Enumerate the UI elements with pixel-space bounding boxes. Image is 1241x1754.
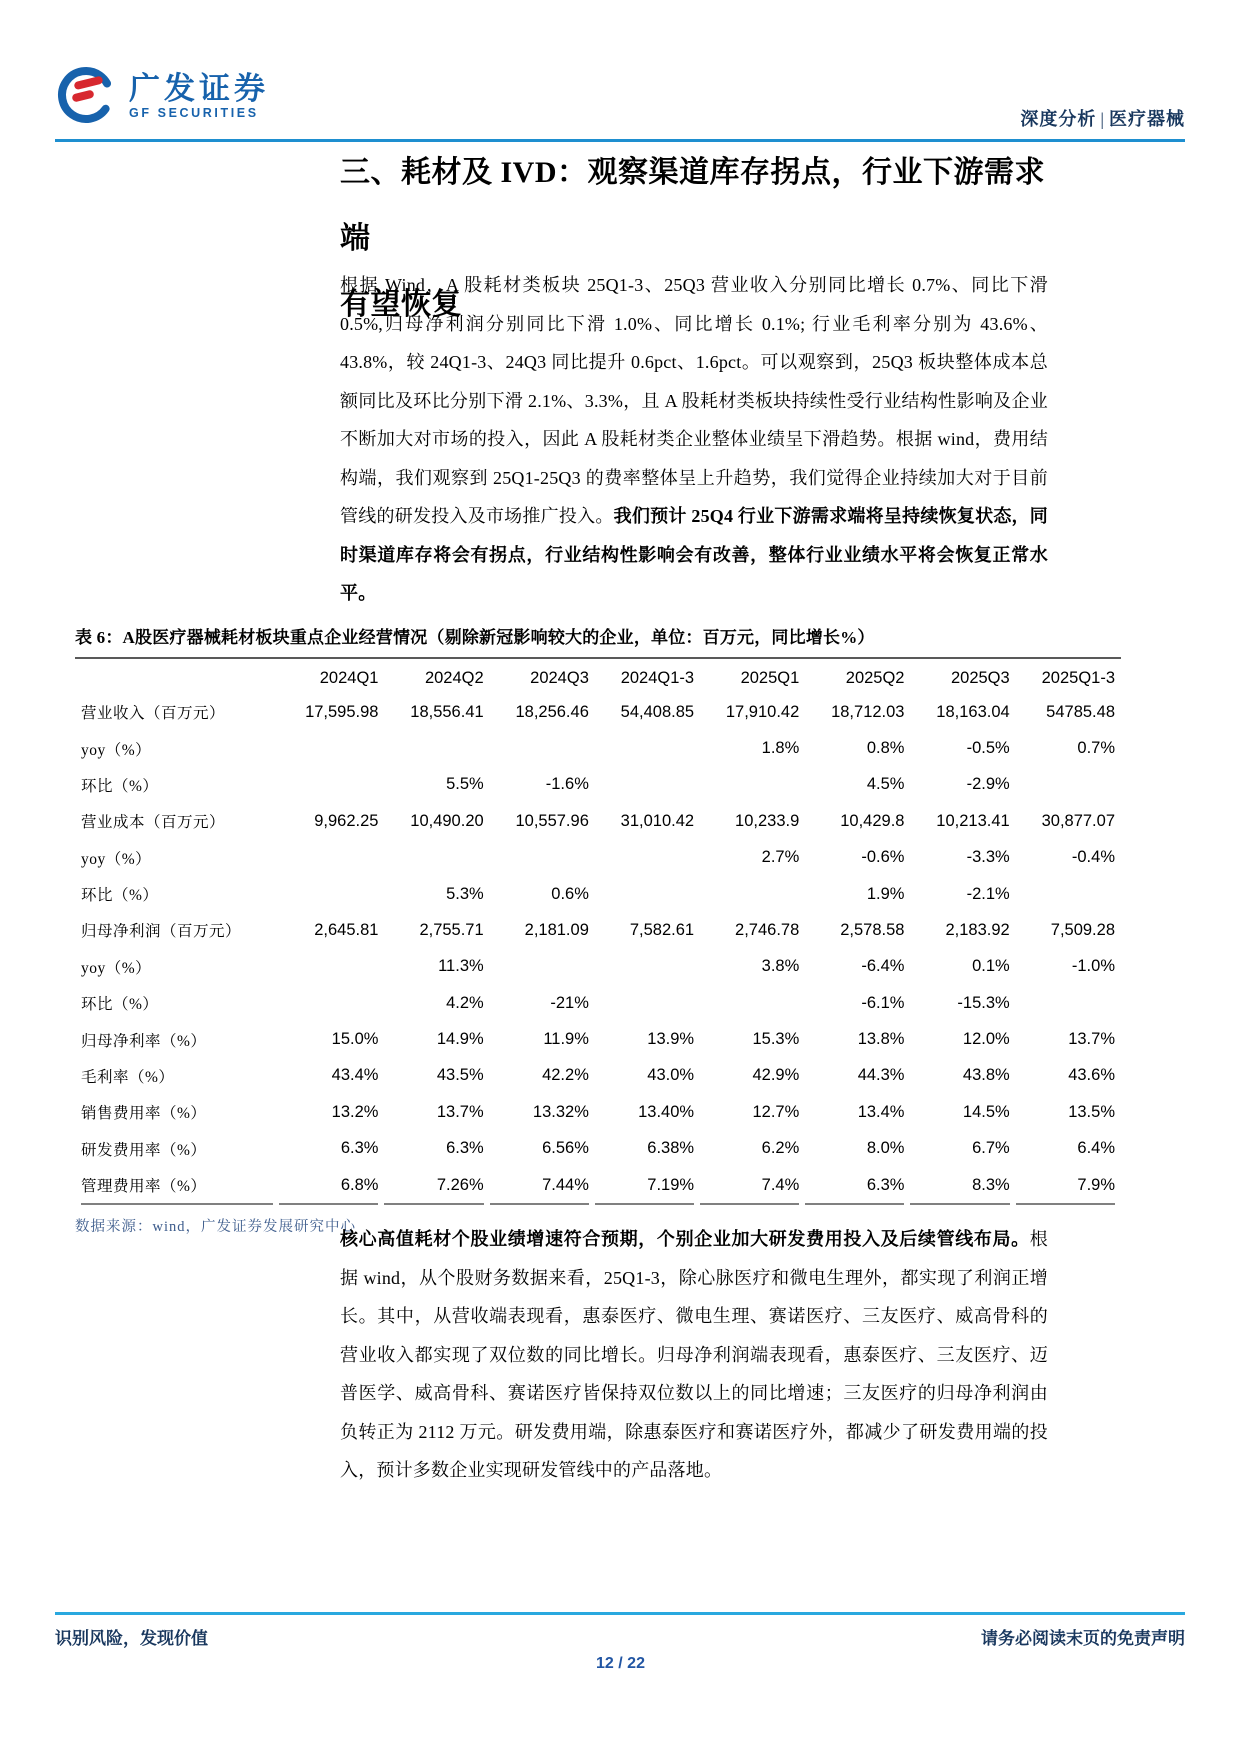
metric-label-cell: 销售费用率（%） xyxy=(81,1105,207,1123)
value-cell: 11.9% xyxy=(543,1030,589,1049)
value-cell: 10,429.8 xyxy=(840,811,905,830)
metric-label-cell: 营业成本（百万元） xyxy=(81,814,226,832)
value-cell: 8.3% xyxy=(910,1167,1009,1205)
value-cell xyxy=(279,876,378,912)
value-cell: 1.9% xyxy=(866,884,905,903)
period-column-header: 2025Q1 xyxy=(740,669,800,687)
report-industry: 医疗器械 xyxy=(1109,109,1185,129)
value-cell: 0.1% xyxy=(972,957,1010,976)
value-cell: -6.4% xyxy=(861,957,905,976)
metric-label-cell: yoy（%） xyxy=(81,959,152,977)
table-header-row xyxy=(81,659,1115,694)
value-cell: 13.7% xyxy=(1068,1030,1115,1049)
value-cell: 6.7% xyxy=(972,1139,1010,1158)
brand-text xyxy=(129,73,269,120)
value-cell: 6.3% xyxy=(340,1139,379,1158)
metric-label-cell: yoy（%） xyxy=(81,741,152,759)
value-cell xyxy=(1016,985,1115,1021)
value-cell: 2,181.09 xyxy=(524,920,589,939)
table-row xyxy=(81,949,1115,985)
value-cell: 6.3% xyxy=(446,1139,484,1158)
period-column-header: 2024Q1 xyxy=(319,669,379,687)
value-cell: 18,556.41 xyxy=(410,702,484,721)
value-cell: 4.2% xyxy=(446,993,484,1012)
value-cell xyxy=(490,949,589,985)
metric-label-cell: 环比（%） xyxy=(81,887,159,905)
value-cell: 14.9% xyxy=(436,1030,484,1049)
value-cell xyxy=(279,985,378,1021)
value-cell: 6.8% xyxy=(279,1167,378,1205)
value-cell: 6.38% xyxy=(647,1139,695,1158)
paragraph1-bold-text: 我们预计 25Q4 行业下游需求端将呈持续恢复状态，同时渠道库存将会有拐点，行业结构性影响会有改善，整体行业业绩水平将会恢复正常水平。 xyxy=(340,506,1049,603)
table-row xyxy=(81,876,1115,912)
table-body xyxy=(81,694,1115,1205)
period-column-header: 2024Q2 xyxy=(424,669,484,687)
period-column-header: 2025Q2 xyxy=(845,669,905,687)
table-row xyxy=(81,912,1115,948)
value-cell: -2.9% xyxy=(966,775,1010,794)
value-cell: 7,582.61 xyxy=(629,920,695,939)
value-cell: 18,256.46 xyxy=(515,702,589,721)
table-row xyxy=(81,985,1115,1021)
page-footer xyxy=(55,1624,1185,1649)
table-row xyxy=(81,1021,1115,1057)
value-cell: 43.6% xyxy=(1068,1066,1115,1085)
value-cell: 13.9% xyxy=(647,1030,695,1049)
body-paragraph-1 xyxy=(340,266,1048,613)
page-number: 12 / 22 xyxy=(596,1655,645,1672)
value-cell: -1.6% xyxy=(545,775,589,794)
value-cell: 10,213.41 xyxy=(936,811,1010,830)
section-title-line2: 有望恢复 xyxy=(340,288,462,321)
value-cell: -0.6% xyxy=(861,848,905,867)
value-cell xyxy=(700,767,799,803)
value-cell xyxy=(490,840,589,876)
value-cell: 6.2% xyxy=(761,1139,800,1158)
value-cell xyxy=(595,949,694,985)
metric-label-cell: 营业收入（百万元） xyxy=(81,705,226,723)
value-cell xyxy=(595,730,694,766)
value-cell: 43.0% xyxy=(647,1066,695,1085)
period-column-header: 2024Q3 xyxy=(530,669,589,687)
value-cell: 6.3% xyxy=(805,1167,904,1205)
value-cell: 5.5% xyxy=(446,775,484,794)
paragraph2-bold-text: 核心高值耗材个股业绩增速符合预期，个别企业加大研发费用投入及后续管线布局。 xyxy=(340,1229,1030,1249)
gf-logo-icon xyxy=(55,62,119,131)
table-row xyxy=(81,730,1115,766)
value-cell: -6.1% xyxy=(861,993,905,1012)
value-cell: 18,163.04 xyxy=(936,702,1010,721)
value-cell: -21% xyxy=(550,993,589,1012)
page-header xyxy=(55,62,1185,142)
value-cell: -0.4% xyxy=(1071,848,1115,867)
value-cell: -1.0% xyxy=(1071,957,1115,976)
value-cell: 7.4% xyxy=(700,1167,799,1205)
value-cell: 15.0% xyxy=(331,1030,379,1049)
period-column-header: 2025Q1-3 xyxy=(1041,669,1115,687)
footer-slogan: 识别风险，发现价值 xyxy=(55,1629,208,1648)
header-divider: | xyxy=(1100,109,1105,129)
value-cell: 43.5% xyxy=(436,1066,484,1085)
value-cell: 42.2% xyxy=(542,1066,589,1085)
value-cell: 7.19% xyxy=(595,1167,694,1205)
value-cell: -2.1% xyxy=(966,884,1010,903)
value-cell: 2,746.78 xyxy=(735,920,800,939)
value-cell: 43.4% xyxy=(331,1066,379,1085)
period-column-header: 2025Q3 xyxy=(950,669,1010,687)
table-header xyxy=(81,659,1115,694)
table-source: 数据来源：wind，广发证券发展研究中心 xyxy=(75,1219,356,1236)
report-type-label xyxy=(1020,105,1185,131)
value-cell: 13.2% xyxy=(331,1102,379,1121)
value-cell: -0.5% xyxy=(966,739,1010,758)
table-row xyxy=(81,1131,1115,1167)
value-cell xyxy=(384,840,483,876)
value-cell xyxy=(700,876,799,912)
metric-label-cell: 管理费用率（%） xyxy=(81,1167,273,1205)
table-row xyxy=(81,1094,1115,1130)
value-cell: 31,010.42 xyxy=(620,811,695,830)
value-cell: 7.26% xyxy=(384,1167,483,1205)
value-cell xyxy=(595,876,694,912)
paragraph1-normal-text: 根据 Wind，A 股耗材类板块 25Q1-3、25Q3 营业收入分别同比增长 0.7%、同比下滑 0.5%,归母净利润分别同比下滑 1.0%、同比增长 0.1%; 行业毛利率分别为 43.6%、43.8%，较 24Q1-3、24Q3 同比提升 0.6pct、1.6pct。可以观察到，25Q3 板块整体成本总额同比及环比分别下滑 2.1%、3.3%，且 A 股耗材类板块持续性受行业结构性影响及企业不断加大对市场的投入，因此 A 股耗材类企业整体业绩呈下滑趋势。根据 wind，费用结构端，我们观察到 25Q1-25Q3 的费率整体呈上升趋势，我们觉得企业持续加大对于目前管线的研发投入及市场推广投入。 xyxy=(340,275,1048,526)
value-cell: 7.9% xyxy=(1016,1167,1115,1205)
footer-divider-rule xyxy=(55,1612,1185,1615)
value-cell: 6.56% xyxy=(542,1139,589,1158)
value-cell: 17,595.98 xyxy=(305,702,379,721)
value-cell: 9,962.25 xyxy=(314,811,379,830)
value-cell: 0.8% xyxy=(866,739,905,758)
value-cell: 7.44% xyxy=(490,1167,589,1205)
value-cell: 7,509.28 xyxy=(1050,920,1115,939)
metric-label-cell: 归母净利率（%） xyxy=(81,1032,207,1050)
value-cell: 13.7% xyxy=(436,1102,484,1121)
value-cell: 54,408.85 xyxy=(620,702,695,721)
value-cell: 10,557.96 xyxy=(515,811,589,830)
value-cell: 1.8% xyxy=(761,739,800,758)
value-cell: 13.32% xyxy=(532,1102,589,1121)
value-cell xyxy=(700,985,799,1021)
table-6-block xyxy=(75,623,1121,1236)
metric-label-cell: yoy（%） xyxy=(81,850,152,868)
value-cell: 2,755.71 xyxy=(419,920,484,939)
value-cell: 18,712.03 xyxy=(831,702,905,721)
value-cell: 54785.48 xyxy=(1046,702,1115,721)
value-cell: 0.7% xyxy=(1077,739,1115,758)
value-cell: 13.8% xyxy=(857,1030,905,1049)
metric-label-cell: 环比（%） xyxy=(81,996,159,1014)
value-cell: 13.5% xyxy=(1068,1102,1115,1121)
paragraph2-normal-text: 根据 wind，从个股财务数据来看，25Q1-3，除心脉医疗和微电生理外，都实现了利润正增长。其中，从营收端表现看，惠泰医疗、微电生理、赛诺医疗、三友医疗、威高骨科的营业收入都实现了双位数的同比增长。归母净利润端表现看，惠泰医疗、三友医疗、迈普医学、威高骨科、赛诺医疗皆保持双位数以上的同比增速；三友医疗的归母净利润由负转正为 2112 万元。研发费用端，除惠泰医疗和赛诺医疗外，都减少了研发费用端的投入，预计多数企业实现研发管线中的产品落地。 xyxy=(340,1229,1048,1480)
value-cell: 2,578.58 xyxy=(840,920,905,939)
value-cell: 42.9% xyxy=(752,1066,800,1085)
brand-name-en: GF SECURITIES xyxy=(129,105,259,120)
value-cell xyxy=(1016,876,1115,912)
table-row xyxy=(81,1058,1115,1094)
value-cell xyxy=(595,985,694,1021)
table-caption: 表 6：A股医疗器械耗材板块重点企业经营情况（剔除新冠影响较大的企业，单位：百万元，同比增长%） xyxy=(75,628,875,647)
value-cell xyxy=(1016,767,1115,803)
value-cell xyxy=(595,767,694,803)
value-cell: -3.3% xyxy=(966,848,1010,867)
footer-disclaimer-note: 请务必阅读末页的免责声明 xyxy=(981,1629,1185,1648)
value-cell: 8.0% xyxy=(866,1139,905,1158)
value-cell xyxy=(490,730,589,766)
value-cell: 17,910.42 xyxy=(725,702,800,721)
value-cell: 11.3% xyxy=(438,957,484,976)
table-row xyxy=(81,1167,1115,1205)
value-cell xyxy=(279,730,378,766)
period-column-header: 2024Q1-3 xyxy=(620,669,695,687)
table-row xyxy=(81,803,1115,839)
table-row xyxy=(81,767,1115,803)
brand-name-cn: 广发证券 xyxy=(129,71,269,107)
value-cell xyxy=(279,767,378,803)
gf-securities-logo xyxy=(55,62,269,131)
financial-table xyxy=(75,657,1121,1205)
table-row xyxy=(81,694,1115,730)
section-title-line1: 三、耗材及 IVD：观察渠道库存拐点，行业下游需求端 xyxy=(340,156,1046,255)
value-cell: 43.8% xyxy=(962,1066,1010,1085)
value-cell: 15.3% xyxy=(752,1030,800,1049)
value-cell: 3.8% xyxy=(761,957,800,976)
value-cell: 13.40% xyxy=(638,1102,695,1121)
value-cell: 10,233.9 xyxy=(735,811,800,830)
value-cell xyxy=(595,840,694,876)
report-category: 深度分析 xyxy=(1020,109,1097,129)
value-cell: 6.4% xyxy=(1077,1139,1115,1158)
metric-column-header xyxy=(81,659,273,694)
value-cell: 2.7% xyxy=(761,848,800,867)
value-cell: 30,877.07 xyxy=(1041,811,1115,830)
value-cell: 12.7% xyxy=(752,1102,800,1121)
value-cell: 2,645.81 xyxy=(314,920,379,939)
value-cell: 5.3% xyxy=(446,884,484,903)
value-cell xyxy=(279,949,378,985)
value-cell xyxy=(384,730,483,766)
value-cell: 4.5% xyxy=(866,775,905,794)
body-paragraph-2 xyxy=(340,1220,1048,1490)
metric-label-cell: 归母净利润（百万元） xyxy=(81,923,242,941)
table-row xyxy=(81,840,1115,876)
metric-label-cell: 毛利率（%） xyxy=(81,1068,175,1086)
value-cell: 2,183.92 xyxy=(945,920,1010,939)
value-cell: 0.6% xyxy=(551,884,589,903)
value-cell: -15.3% xyxy=(957,993,1010,1012)
value-cell: 44.3% xyxy=(857,1066,905,1085)
value-cell: 13.4% xyxy=(857,1102,905,1121)
value-cell: 12.0% xyxy=(962,1030,1010,1049)
value-cell: 10,490.20 xyxy=(410,811,484,830)
metric-label-cell: 环比（%） xyxy=(81,777,159,795)
value-cell xyxy=(279,840,378,876)
metric-label-cell: 研发费用率（%） xyxy=(81,1141,207,1159)
value-cell: 14.5% xyxy=(962,1102,1010,1121)
